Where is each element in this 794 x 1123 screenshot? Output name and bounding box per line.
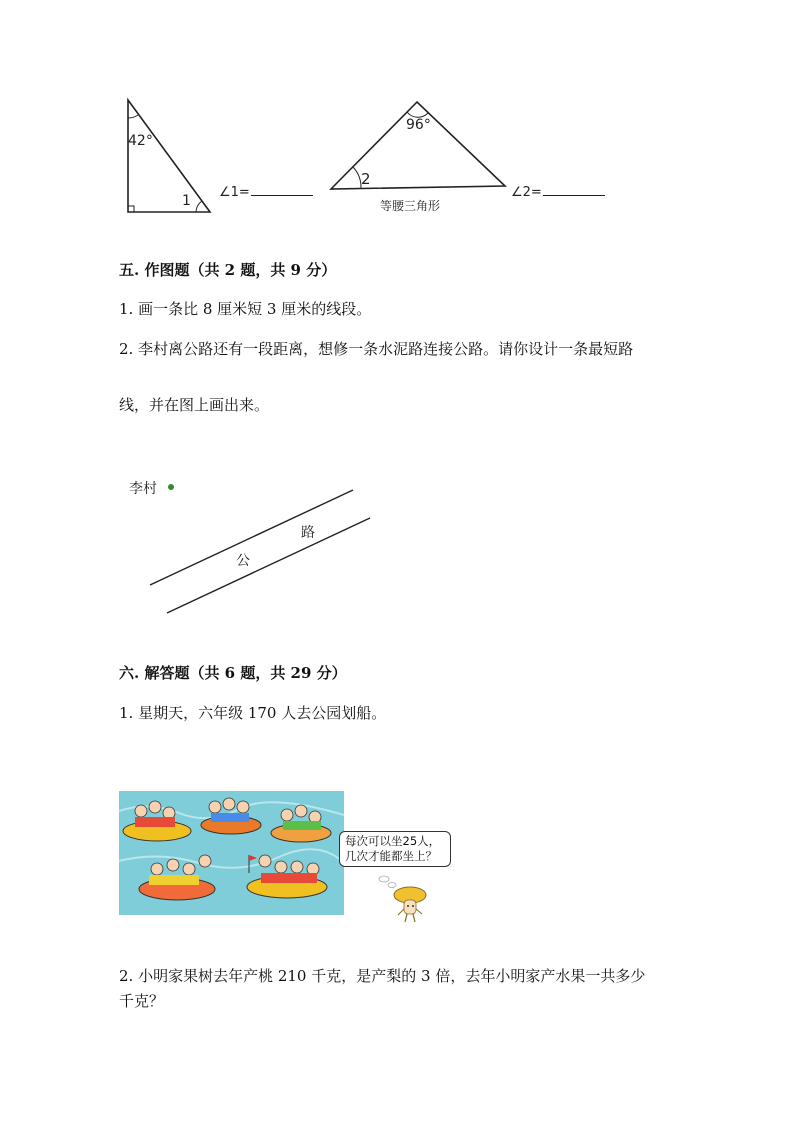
angle-42-label: 42° bbox=[128, 133, 153, 149]
section-5-question-2-line-1: 2. 李村离公路还有一段距离，想修一条水泥路连接公路。请你设计一条最短路 bbox=[119, 340, 634, 358]
speech-line-1: 每次可以坐25人， bbox=[345, 834, 441, 848]
section-6-question-1: 1. 星期天，六年级 170 人去公园划船。 bbox=[119, 704, 387, 722]
angle-1-label: 1 bbox=[182, 193, 191, 209]
angle-2-blank[interactable] bbox=[543, 183, 605, 196]
boating-illustration bbox=[119, 791, 344, 915]
speech-line-2: 几次才能都坐上？ bbox=[345, 849, 437, 863]
angle-2-answer bbox=[511, 183, 605, 200]
isosceles-caption: 等腰三角形 bbox=[380, 199, 441, 213]
angle-1-blank[interactable] bbox=[251, 183, 313, 196]
section-6-question-2-line-1: 2. 小明家果树去年产桃 210 千克，是产梨的 3 倍，去年小明家产水果一共多少 bbox=[119, 967, 646, 985]
angle-1-answer bbox=[219, 183, 313, 200]
road-map bbox=[140, 478, 380, 618]
isosceles-triangle-figure bbox=[325, 96, 515, 196]
speech-bubble bbox=[339, 831, 451, 867]
road-label-lu: 路 bbox=[301, 525, 315, 541]
mushroom-character-illustration bbox=[370, 865, 430, 925]
road-label-gong: 公 bbox=[236, 553, 250, 569]
road-edge-lower bbox=[167, 518, 370, 613]
section-5-question-1: 1. 画一条比 8 厘米短 3 厘米的线段。 bbox=[119, 300, 372, 318]
section-5-title: 五. 作图题（共 2 题，共 9 分） bbox=[119, 261, 337, 279]
angle-2-prefix: ∠2= bbox=[511, 185, 542, 200]
angle-2-label: 2 bbox=[361, 170, 371, 188]
right-triangle-figure bbox=[118, 92, 218, 220]
angle-96-label: 96° bbox=[406, 117, 431, 133]
angle-1-prefix: ∠1= bbox=[219, 185, 250, 200]
road-edge-upper bbox=[150, 490, 353, 585]
section-5-question-2-line-2: 线，并在图上画出来。 bbox=[119, 396, 270, 414]
section-6-question-2-line-2: 千克？ bbox=[119, 992, 165, 1010]
village-label: 李村 bbox=[129, 481, 157, 497]
section-6-title: 六. 解答题（共 6 题，共 29 分） bbox=[119, 664, 347, 682]
village-point bbox=[168, 484, 174, 490]
